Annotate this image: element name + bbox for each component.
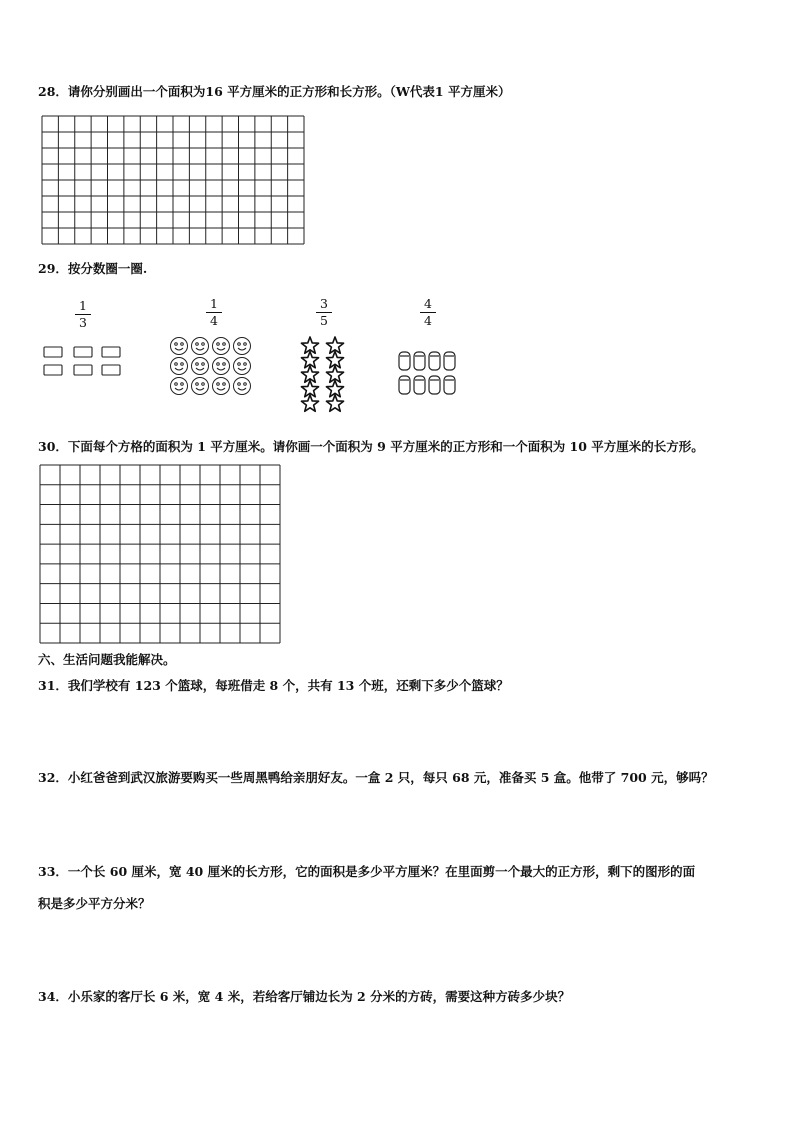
question-29-text: 29．按分数圈一圈. (38, 261, 148, 276)
rectangle-icon (74, 365, 92, 375)
smiley-face-icon (213, 358, 230, 375)
question-34-text: 34．小乐家的客厅长 6 米，宽 4 米，若给客厅铺边长为 2 分米的方砖，需要这种方砖多少块？ (38, 989, 571, 1004)
cylinder-icon (429, 352, 440, 370)
smiley-face-icon (192, 378, 209, 395)
grid-30 (38, 463, 282, 645)
question-33-line2: 积是多少平方分米？ (38, 896, 151, 911)
smiley-face-icon (213, 338, 230, 355)
fraction-4-denominator: 4 (424, 313, 432, 328)
grid-28 (40, 114, 306, 246)
fraction-4-numerator: 4 (424, 296, 432, 311)
smiley-faces-group (168, 336, 254, 396)
cylinder-icon (399, 376, 410, 394)
cylinders-group (396, 348, 462, 400)
smiley-face-icon (234, 378, 251, 395)
fraction-1-numerator: 1 (79, 298, 87, 313)
fraction-3-denominator: 5 (320, 313, 328, 328)
question-30-text: 30．下面每个方格的面积为 1 平方厘米。请你画一个面积为 9 平方厘米的正方形和一个面积为 10 平方厘米的长方形。 (38, 439, 704, 454)
star-icon (301, 395, 318, 411)
cylinder-icon (414, 376, 425, 394)
question-31-text: 31．我们学校有 123 个篮球，每班借走 8 个，共有 13 个班，还剩下多少个篮球？ (38, 678, 509, 693)
rectangle-icon (44, 347, 62, 357)
question-32-text: 32．小红爸爸到武汉旅游要购买一些周黑鸭给亲朋好友。一盒 2 只，每只 68 元，准备买 5 盒。他带了 700 元，够吗？ (38, 770, 714, 785)
cylinder-icon (444, 352, 455, 370)
cylinder-icon (399, 352, 410, 370)
smiley-face-icon (234, 338, 251, 355)
fraction-2 (206, 297, 222, 328)
question-33-line1: 33．一个长 60 厘米，宽 40 厘米的长方形，它的面积是多少平方厘米？在里面剪一个最大的正方形，剩下的图形的面 (38, 864, 696, 879)
smiley-face-icon (171, 338, 188, 355)
rectangles-group (42, 344, 124, 378)
fraction-4 (420, 297, 436, 328)
cylinder-icon (429, 376, 440, 394)
fraction-2-denominator: 4 (210, 313, 218, 328)
smiley-face-icon (234, 358, 251, 375)
section-6-title: 六、生活问题我能解决。 (38, 652, 176, 667)
rectangle-icon (102, 347, 120, 357)
fraction-3 (316, 297, 332, 328)
smiley-face-icon (171, 378, 188, 395)
stars-group (296, 336, 352, 414)
fraction-1-denominator: 3 (79, 315, 87, 330)
smiley-face-icon (171, 358, 188, 375)
fraction-1 (75, 299, 91, 330)
rectangle-icon (44, 365, 62, 375)
question-28-text: 28．请你分别画出一个面积为16 平方厘米的正方形和长方形。（W代表1 平方厘米） (38, 84, 511, 99)
fraction-2-numerator: 1 (210, 296, 218, 311)
smiley-face-icon (213, 378, 230, 395)
smiley-face-icon (192, 358, 209, 375)
star-icon (326, 395, 343, 411)
smiley-face-icon (192, 338, 209, 355)
fraction-3-numerator: 3 (320, 296, 328, 311)
rectangle-icon (102, 365, 120, 375)
cylinder-icon (444, 376, 455, 394)
cylinder-icon (414, 352, 425, 370)
rectangle-icon (74, 347, 92, 357)
